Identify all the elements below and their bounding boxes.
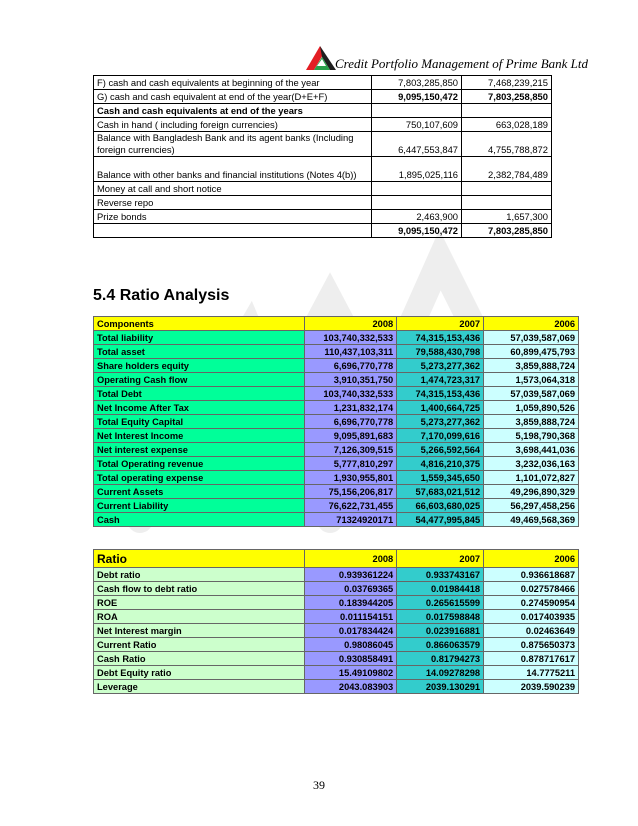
value-2008: 9,095,150,472 [372,224,462,238]
cell-value: 3,859,888,724 [484,415,579,429]
ratio-table [93,549,579,694]
cell-value: 2039.130291 [397,680,484,694]
value-2007: 2,382,784,489 [462,157,552,182]
cell-value: 0.017403935 [484,610,579,624]
row-label: Leverage [94,680,305,694]
cell-value: 57,039,587,069 [484,331,579,345]
table-row [94,513,579,527]
cell-value: 4,816,210,375 [397,457,484,471]
value-2007: 663,028,189 [462,118,552,132]
table-row [94,638,579,652]
row-label: Total operating expense [94,471,305,485]
table-row [94,373,579,387]
cell-value: 1,930,955,801 [305,471,397,485]
cell-value: 3,698,441,036 [484,443,579,457]
row-label: Total liability [94,331,305,345]
row-label: Total Debt [94,387,305,401]
table-row [94,210,552,224]
cell-value: 71324920171 [305,513,397,527]
value-2007: 7,803,285,850 [462,224,552,238]
table-row [94,118,552,132]
cell-value: 57,039,587,069 [484,387,579,401]
row-label: Money at call and short notice [94,182,372,196]
column-header: Components [94,317,305,331]
table-row [94,331,579,345]
cell-value: 0.027578466 [484,582,579,596]
value-2007 [462,182,552,196]
header-row [94,317,579,331]
cell-value: 9,095,891,683 [305,429,397,443]
row-label: Prize bonds [94,210,372,224]
table-row [94,345,579,359]
cell-value: 0.936618687 [484,568,579,582]
row-label: Total Equity Capital [94,415,305,429]
table-row [94,610,579,624]
row-label [94,224,372,238]
row-label: Cash Ratio [94,652,305,666]
cell-value: 76,622,731,455 [305,499,397,513]
table-row [94,359,579,373]
cell-value: 103,740,332,533 [305,331,397,345]
row-label: ROE [94,596,305,610]
table-row [94,596,579,610]
cell-value: 7,170,099,616 [397,429,484,443]
value-2008 [372,196,462,210]
cell-value: 5,273,277,362 [397,359,484,373]
cell-value: 0.017598848 [397,610,484,624]
row-label: Cash [94,513,305,527]
value-2007 [462,104,552,118]
header-title: Credit Portfolio Management of Prime Bank Ltd [335,56,588,71]
cell-value: 5,273,277,362 [397,415,484,429]
row-label: Current Assets [94,485,305,499]
cell-value: 6,696,770,778 [305,359,397,373]
page-number: 39 [313,778,325,792]
table-row [94,680,579,694]
table-row [94,415,579,429]
row-label: ROA [94,610,305,624]
table-row [94,471,579,485]
cell-value: 0.81794273 [397,652,484,666]
table-row [94,401,579,415]
column-header: 2006 [484,550,579,568]
table-row [94,457,579,471]
cell-value: 1,101,072,827 [484,471,579,485]
cell-value: 75,156,206,817 [305,485,397,499]
value-2008 [372,104,462,118]
table-row [94,224,552,238]
cell-value: 0.866063579 [397,638,484,652]
header-row [94,550,579,568]
column-header: 2007 [397,317,484,331]
table-row [94,90,552,104]
cell-value: 5,266,592,564 [397,443,484,457]
row-label: Total asset [94,345,305,359]
row-label: Operating Cash flow [94,373,305,387]
cell-value: 0.875650373 [484,638,579,652]
cell-value: 110,437,103,311 [305,345,397,359]
cell-value: 6,696,770,778 [305,415,397,429]
row-label: Debt Equity ratio [94,666,305,680]
cell-value: 3,232,036,163 [484,457,579,471]
cell-value: 0.01984418 [397,582,484,596]
row-label: Cash flow to debt ratio [94,582,305,596]
column-header: 2006 [484,317,579,331]
cell-value: 5,777,810,297 [305,457,397,471]
row-label: Current Ratio [94,638,305,652]
table-row [94,652,579,666]
table-row [94,387,579,401]
row-label: Net Interest Income [94,429,305,443]
cell-value: 3,859,888,724 [484,359,579,373]
row-label: Cash and cash equivalents at end of the years [94,104,372,118]
table-row [94,485,579,499]
components-table [93,316,579,527]
row-label: Balance with other banks and financial institutions (Notes 4(b)) [94,157,372,182]
value-2008: 1,895,025,116 [372,157,462,182]
row-label: Debt ratio [94,568,305,582]
row-label: Balance with Bangladesh Bank and its agent banks (Including foreign currencies) [94,132,372,157]
cell-value: 79,588,430,798 [397,345,484,359]
table-row [94,443,579,457]
cell-value: 0.939361224 [305,568,397,582]
prime-bank-logo-icon [303,42,339,74]
cell-value: 103,740,332,533 [305,387,397,401]
row-label: Cash in hand ( including foreign currencies) [94,118,372,132]
row-label: Share holders equity [94,359,305,373]
cell-value: 5,198,790,368 [484,429,579,443]
table-row [94,182,552,196]
cell-value: 0.98086045 [305,638,397,652]
cell-value: 0.03769365 [305,582,397,596]
table-row [94,666,579,680]
row-label: G) cash and cash equivalent at end of the year(D+E+F) [94,90,372,104]
table-row [94,196,552,210]
table-row [94,429,579,443]
cell-value: 57,683,021,512 [397,485,484,499]
column-header: 2007 [397,550,484,568]
value-2007: 7,803,258,850 [462,90,552,104]
value-2008: 2,463,900 [372,210,462,224]
cell-value: 54,477,995,845 [397,513,484,527]
cell-value: 3,910,351,750 [305,373,397,387]
cell-value: 0.265615599 [397,596,484,610]
cell-value: 0.011154151 [305,610,397,624]
table-row [94,624,579,638]
table-row [94,582,579,596]
cell-value: 49,469,568,369 [484,513,579,527]
cell-value: 1,573,064,318 [484,373,579,387]
cell-value: 1,474,723,317 [397,373,484,387]
column-header: Ratio [94,550,305,568]
page-header [0,40,638,76]
value-2008: 6,447,553,847 [372,132,462,157]
cell-value: 1,400,664,725 [397,401,484,415]
row-label: Net Income After Tax [94,401,305,415]
cell-value: 1,231,832,174 [305,401,397,415]
section-title: 5.4 Ratio Analysis [93,287,230,304]
column-header: 2008 [305,317,397,331]
value-2008: 7,803,285,850 [372,76,462,90]
table-row [94,76,552,90]
value-2007: 7,468,239,215 [462,76,552,90]
cell-value: 74,315,153,436 [397,331,484,345]
table-row [94,132,552,157]
cell-value: 15.49109802 [305,666,397,680]
cell-value: 1,559,345,650 [397,471,484,485]
cell-value: 0.023916881 [397,624,484,638]
cell-value: 2039.590239 [484,680,579,694]
row-label: Current Liability [94,499,305,513]
value-2008: 9,095,150,472 [372,90,462,104]
cell-value: 0.274590954 [484,596,579,610]
table-row [94,104,552,118]
table-row [94,568,579,582]
cell-value: 0.017834424 [305,624,397,638]
cell-value: 0.02463649 [484,624,579,638]
row-label: Net interest expense [94,443,305,457]
value-2008: 750,107,609 [372,118,462,132]
cell-value: 0.183944205 [305,596,397,610]
value-2008 [372,182,462,196]
cell-value: 1,059,890,526 [484,401,579,415]
value-2007: 1,657,300 [462,210,552,224]
row-label: Net Interest margin [94,624,305,638]
table-row [94,499,579,513]
cell-value: 0.878717617 [484,652,579,666]
table-row [94,157,552,182]
row-label: Total Operating revenue [94,457,305,471]
cell-value: 0.930858491 [305,652,397,666]
cell-value: 74,315,153,436 [397,387,484,401]
cash-flow-table [93,75,552,238]
cell-value: 60,899,475,793 [484,345,579,359]
cell-value: 14.09278298 [397,666,484,680]
cell-value: 7,126,309,515 [305,443,397,457]
cell-value: 0.933743167 [397,568,484,582]
value-2007: 4,755,788,872 [462,132,552,157]
cell-value: 49,296,890,329 [484,485,579,499]
row-label: Reverse repo [94,196,372,210]
cell-value: 2043.083903 [305,680,397,694]
value-2007 [462,196,552,210]
column-header: 2008 [305,550,397,568]
row-label: F) cash and cash equivalents at beginning of the year [94,76,372,90]
cell-value: 56,297,458,256 [484,499,579,513]
cell-value: 66,603,680,025 [397,499,484,513]
cell-value: 14.7775211 [484,666,579,680]
